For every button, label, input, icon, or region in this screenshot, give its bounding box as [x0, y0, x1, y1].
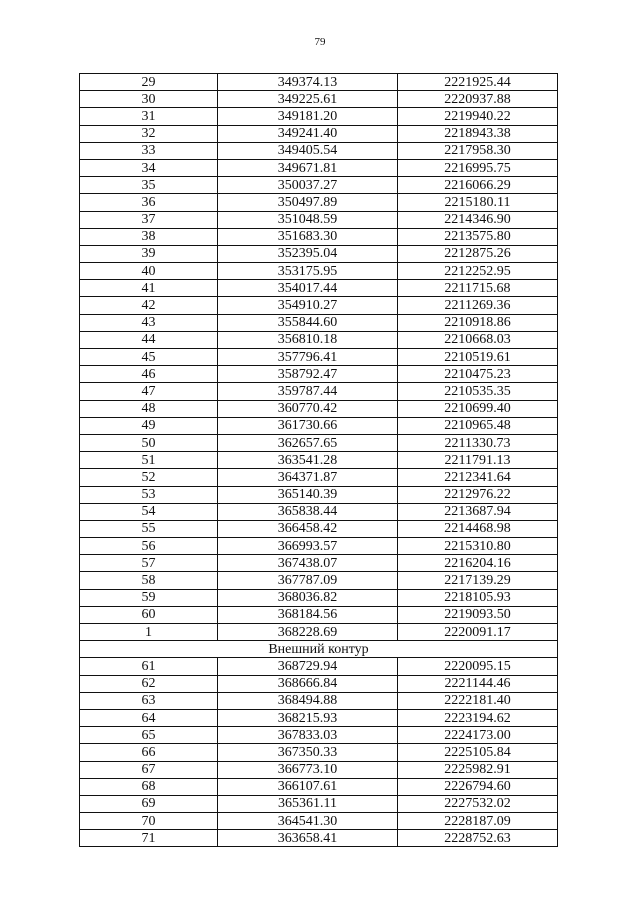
point-number-cell: 39	[80, 245, 218, 262]
table-row	[80, 245, 558, 262]
point-number-cell: 64	[80, 709, 218, 726]
y-coordinate-cell: 2210535.35	[398, 383, 558, 400]
table-row	[80, 331, 558, 348]
x-coordinate-cell: 354910.27	[218, 297, 398, 314]
table-row	[80, 297, 558, 314]
x-coordinate-cell: 361730.66	[218, 417, 398, 434]
y-coordinate-cell: 2227532.02	[398, 795, 558, 812]
y-coordinate-cell: 2224173.00	[398, 727, 558, 744]
x-coordinate-cell: 349225.61	[218, 91, 398, 108]
y-coordinate-cell: 2216204.16	[398, 555, 558, 572]
table-row	[80, 606, 558, 623]
y-coordinate-cell: 2210668.03	[398, 331, 558, 348]
table-row	[80, 795, 558, 812]
y-coordinate-cell: 2210519.61	[398, 349, 558, 366]
table-row	[80, 589, 558, 606]
y-coordinate-cell: 2221144.46	[398, 675, 558, 692]
point-number-cell: 29	[80, 74, 218, 91]
table-row	[80, 125, 558, 142]
x-coordinate-cell: 368729.94	[218, 658, 398, 675]
point-number-cell: 41	[80, 280, 218, 297]
table-row	[80, 503, 558, 520]
x-coordinate-cell: 350497.89	[218, 194, 398, 211]
y-coordinate-cell: 2214468.98	[398, 520, 558, 537]
point-number-cell: 30	[80, 91, 218, 108]
section-title: Внешний контур	[80, 641, 558, 658]
point-number-cell: 37	[80, 211, 218, 228]
x-coordinate-cell: 365140.39	[218, 486, 398, 503]
x-coordinate-cell: 354017.44	[218, 280, 398, 297]
y-coordinate-cell: 2211269.36	[398, 297, 558, 314]
y-coordinate-cell: 2212341.64	[398, 469, 558, 486]
y-coordinate-cell: 2225105.84	[398, 744, 558, 761]
table-row	[80, 572, 558, 589]
point-number-cell: 59	[80, 589, 218, 606]
page-number: 79	[314, 36, 326, 48]
point-number-cell: 34	[80, 159, 218, 176]
x-coordinate-cell: 363658.41	[218, 830, 398, 847]
point-number-cell: 56	[80, 538, 218, 555]
x-coordinate-cell: 350037.27	[218, 177, 398, 194]
x-coordinate-cell: 365838.44	[218, 503, 398, 520]
x-coordinate-cell: 367787.09	[218, 572, 398, 589]
x-coordinate-cell: 363541.28	[218, 452, 398, 469]
y-coordinate-cell: 2225982.91	[398, 761, 558, 778]
x-coordinate-cell: 358792.47	[218, 366, 398, 383]
table-row	[80, 349, 558, 366]
table-row	[80, 434, 558, 451]
point-number-cell: 36	[80, 194, 218, 211]
y-coordinate-cell: 2222181.40	[398, 692, 558, 709]
y-coordinate-cell: 2212976.22	[398, 486, 558, 503]
y-coordinate-cell: 2228187.09	[398, 813, 558, 830]
x-coordinate-cell: 366107.61	[218, 778, 398, 795]
table-row	[80, 486, 558, 503]
table-row	[80, 228, 558, 245]
section-row	[80, 641, 558, 658]
y-coordinate-cell: 2216066.29	[398, 177, 558, 194]
x-coordinate-cell: 360770.42	[218, 400, 398, 417]
x-coordinate-cell: 365361.11	[218, 795, 398, 812]
table-row	[80, 74, 558, 91]
y-coordinate-cell: 2218105.93	[398, 589, 558, 606]
y-coordinate-cell: 2220095.15	[398, 658, 558, 675]
table-row	[80, 658, 558, 675]
table-row	[80, 263, 558, 280]
table-row	[80, 538, 558, 555]
point-number-cell: 66	[80, 744, 218, 761]
x-coordinate-cell: 349181.20	[218, 108, 398, 125]
point-number-cell: 40	[80, 263, 218, 280]
x-coordinate-cell: 368184.56	[218, 606, 398, 623]
point-number-cell: 48	[80, 400, 218, 417]
point-number-cell: 43	[80, 314, 218, 331]
table-row	[80, 675, 558, 692]
point-number-cell: 35	[80, 177, 218, 194]
point-number-cell: 55	[80, 520, 218, 537]
y-coordinate-cell: 2226794.60	[398, 778, 558, 795]
table-row	[80, 624, 558, 641]
y-coordinate-cell: 2213687.94	[398, 503, 558, 520]
point-number-cell: 31	[80, 108, 218, 125]
point-number-cell: 62	[80, 675, 218, 692]
point-number-cell: 42	[80, 297, 218, 314]
x-coordinate-cell: 367833.03	[218, 727, 398, 744]
x-coordinate-cell: 366458.42	[218, 520, 398, 537]
table-row	[80, 520, 558, 537]
point-number-cell: 69	[80, 795, 218, 812]
table-row	[80, 830, 558, 847]
point-number-cell: 67	[80, 761, 218, 778]
y-coordinate-cell: 2223194.62	[398, 709, 558, 726]
table-row	[80, 159, 558, 176]
point-number-cell: 71	[80, 830, 218, 847]
x-coordinate-cell: 364371.87	[218, 469, 398, 486]
table-row	[80, 366, 558, 383]
y-coordinate-cell: 2218943.38	[398, 125, 558, 142]
table-row	[80, 142, 558, 159]
point-number-cell: 38	[80, 228, 218, 245]
x-coordinate-cell: 353175.95	[218, 263, 398, 280]
y-coordinate-cell: 2212252.95	[398, 263, 558, 280]
x-coordinate-cell: 349241.40	[218, 125, 398, 142]
y-coordinate-cell: 2211330.73	[398, 434, 558, 451]
point-number-cell: 44	[80, 331, 218, 348]
y-coordinate-cell: 2220091.17	[398, 624, 558, 641]
y-coordinate-cell: 2217139.29	[398, 572, 558, 589]
point-number-cell: 49	[80, 417, 218, 434]
y-coordinate-cell: 2219093.50	[398, 606, 558, 623]
coordinates-table-body	[80, 74, 558, 847]
x-coordinate-cell: 368228.69	[218, 624, 398, 641]
table-row	[80, 280, 558, 297]
x-coordinate-cell: 356810.18	[218, 331, 398, 348]
y-coordinate-cell: 2220937.88	[398, 91, 558, 108]
y-coordinate-cell: 2214346.90	[398, 211, 558, 228]
x-coordinate-cell: 368666.84	[218, 675, 398, 692]
point-number-cell: 46	[80, 366, 218, 383]
x-coordinate-cell: 368494.88	[218, 692, 398, 709]
y-coordinate-cell: 2213575.80	[398, 228, 558, 245]
table-row	[80, 778, 558, 795]
x-coordinate-cell: 366993.57	[218, 538, 398, 555]
point-number-cell: 60	[80, 606, 218, 623]
point-number-cell: 33	[80, 142, 218, 159]
point-number-cell: 32	[80, 125, 218, 142]
point-number-cell: 54	[80, 503, 218, 520]
table-row	[80, 761, 558, 778]
point-number-cell: 68	[80, 778, 218, 795]
y-coordinate-cell: 2210918.86	[398, 314, 558, 331]
y-coordinate-cell: 2210699.40	[398, 400, 558, 417]
point-number-cell: 47	[80, 383, 218, 400]
table-row	[80, 177, 558, 194]
y-coordinate-cell: 2215310.80	[398, 538, 558, 555]
y-coordinate-cell: 2219940.22	[398, 108, 558, 125]
x-coordinate-cell: 368215.93	[218, 709, 398, 726]
table-row	[80, 469, 558, 486]
point-number-cell: 63	[80, 692, 218, 709]
table-row	[80, 211, 558, 228]
point-number-cell: 58	[80, 572, 218, 589]
x-coordinate-cell: 349405.54	[218, 142, 398, 159]
point-number-cell: 70	[80, 813, 218, 830]
y-coordinate-cell: 2212875.26	[398, 245, 558, 262]
point-number-cell: 51	[80, 452, 218, 469]
y-coordinate-cell: 2228752.63	[398, 830, 558, 847]
table-row	[80, 813, 558, 830]
y-coordinate-cell: 2210475.23	[398, 366, 558, 383]
table-row	[80, 400, 558, 417]
point-number-cell: 57	[80, 555, 218, 572]
table-row	[80, 417, 558, 434]
y-coordinate-cell: 2216995.75	[398, 159, 558, 176]
x-coordinate-cell: 367350.33	[218, 744, 398, 761]
table-row	[80, 709, 558, 726]
table-row	[80, 744, 558, 761]
table-row	[80, 108, 558, 125]
x-coordinate-cell: 362657.65	[218, 434, 398, 451]
x-coordinate-cell: 351048.59	[218, 211, 398, 228]
x-coordinate-cell: 351683.30	[218, 228, 398, 245]
x-coordinate-cell: 355844.60	[218, 314, 398, 331]
table-row	[80, 452, 558, 469]
x-coordinate-cell: 349671.81	[218, 159, 398, 176]
y-coordinate-cell: 2211715.68	[398, 280, 558, 297]
point-number-cell: 53	[80, 486, 218, 503]
y-coordinate-cell: 2217958.30	[398, 142, 558, 159]
point-number-cell: 1	[80, 624, 218, 641]
x-coordinate-cell: 368036.82	[218, 589, 398, 606]
x-coordinate-cell: 366773.10	[218, 761, 398, 778]
table-row	[80, 727, 558, 744]
coordinates-table	[79, 73, 558, 847]
x-coordinate-cell: 359787.44	[218, 383, 398, 400]
y-coordinate-cell: 2215180.11	[398, 194, 558, 211]
x-coordinate-cell: 349374.13	[218, 74, 398, 91]
point-number-cell: 65	[80, 727, 218, 744]
x-coordinate-cell: 367438.07	[218, 555, 398, 572]
table-row	[80, 91, 558, 108]
x-coordinate-cell: 364541.30	[218, 813, 398, 830]
y-coordinate-cell: 2211791.13	[398, 452, 558, 469]
point-number-cell: 61	[80, 658, 218, 675]
y-coordinate-cell: 2210965.48	[398, 417, 558, 434]
table-row	[80, 692, 558, 709]
x-coordinate-cell: 357796.41	[218, 349, 398, 366]
point-number-cell: 50	[80, 434, 218, 451]
table-row	[80, 383, 558, 400]
y-coordinate-cell: 2221925.44	[398, 74, 558, 91]
point-number-cell: 45	[80, 349, 218, 366]
table-row	[80, 314, 558, 331]
x-coordinate-cell: 352395.04	[218, 245, 398, 262]
point-number-cell: 52	[80, 469, 218, 486]
table-row	[80, 194, 558, 211]
table-row	[80, 555, 558, 572]
